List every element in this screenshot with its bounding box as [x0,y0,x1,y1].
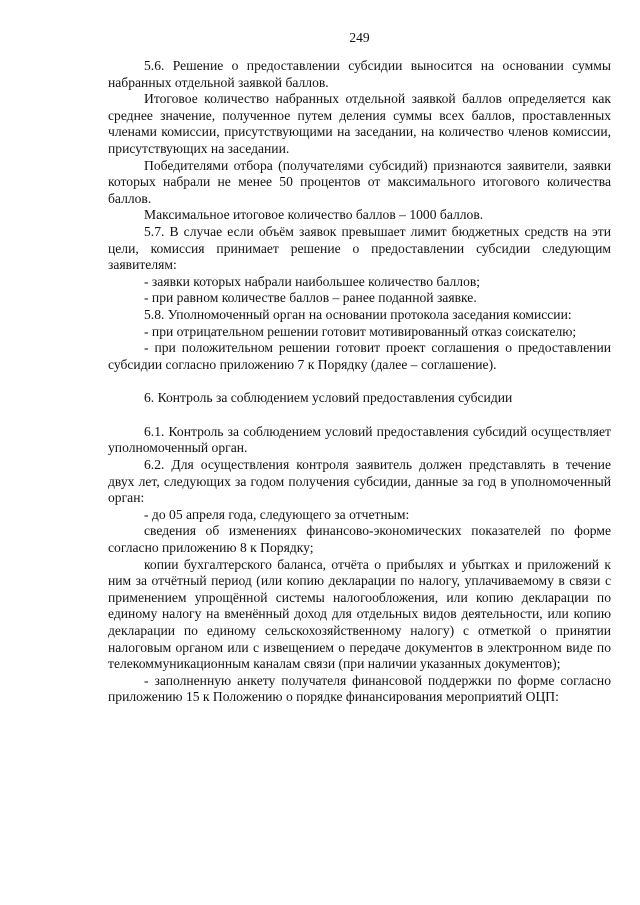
paragraph-winners: Победителями отбора (получателями субсидий) признаются заявители, заявки которых набрали не менее 50 процентов от максимального итогового количества баллов. [108,157,611,206]
list-item-questionnaire: - заполненную анкету получателя финансовой поддержки по форме согласно приложению 15 к Положению о порядке финансирования мероприятий ОЦП: [108,672,611,705]
paragraph-max-score: Максимальное итоговое количество баллов – 1000 баллов. [144,207,484,223]
paragraph-balance-copies: копии бухгалтерского баланса, отчёта о прибылях и убытках и приложений к ним за отчётный период (или копию декларации по налогу, уплачиваемому в связи с применением упрощённой системы налогообложения, или копию декларации по единому налогу на вменённый доход для отдельных видов деятельности, или копию декларации по единому сельскохозяйственному налогу) с отметкой о принятии налоговым органом или с извещением о передаче документов в электронном виде по телекоммуникационным каналам связи (при наличии указанных документов); [108,556,611,672]
paragraph-5-6: 5.6. Решение о предоставлении субсидии выносится на основании суммы набранных отдельной заявкой баллов. [108,58,611,90]
list-item-earlier-application: - при равном количестве баллов – ранее поданной заявке. [144,290,477,306]
paragraph-5-8: 5.8. Уполномоченный орган на основании протокола заседания комиссии: [144,306,572,322]
paragraph-5-7: 5.7. В случае если объём заявок превышает лимит бюджетных средств на эти цели, комиссия принимает решение о предоставлении субсидии следующим заявителям: [108,223,611,273]
list-item-positive-decision: - при положительном решении готовит проект соглашения о предоставлении субсидии согласно приложению 7 к Порядку (далее – соглашение). [108,340,611,372]
paragraph-6-1: 6.1. Контроль за соблюдением условий предоставления субсидий осуществляет уполномоченный орган. [108,423,611,456]
paragraph-6-2: 6.2. Для осуществления контроля заявитель должен представлять в течение двух лет, следующих за годом получения субсидии, данные за год в уполномоченный орган: [108,457,611,506]
section-6-heading: 6. Контроль за соблюдением условий предоставления субсидии [144,390,513,406]
page-number: 249 [349,30,370,45]
list-item-april-deadline: - до 05 апреля года, следующего за отчетным: [144,506,410,522]
list-item-negative-decision: - при отрицательном решении готовит мотивированный отказ соискателю; [144,323,577,339]
paragraph-financial-indicators: сведения об изменениях финансово-экономических показателей по форме согласно приложению 8 к Порядку; [108,523,611,556]
document-page [108,30,611,706]
list-item-highest-score: - заявки которых набрали наибольшее количество баллов; [144,273,481,289]
paragraph-total-score: Итоговое количество набранных отдельной заявкой баллов определяется как среднее значение, полученное путем деления суммы всех баллов, проставленных членами комиссии, присутствующими на заседании, на количество членов комиссии, присутствующих на заседании. [108,91,611,156]
